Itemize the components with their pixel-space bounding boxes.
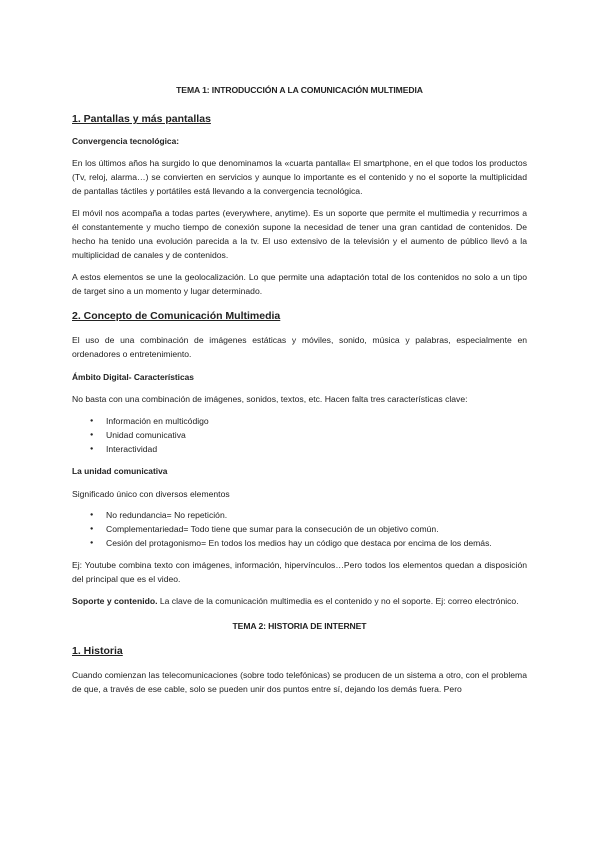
ambito-digital-subheading: Ámbito Digital- Características <box>72 372 194 382</box>
section-historia-heading: 1. Historia <box>72 645 123 657</box>
list-item: ● Cesión del protagonismo= En todos los medios hay un código que destaca por encima de los demás. <box>72 536 527 550</box>
section-pantallas-heading: 1. Pantallas y más pantallas <box>72 113 211 125</box>
paragraph-no-basta: No basta con una combinación de imágenes, sonidos, textos, etc. Hacen falta tres características clave: <box>72 394 468 404</box>
paragraph-geolocalizacion: A estos elementos se une la geolocalización. Lo que permite una adaptación total de los contenidos no solo a un tipo de target sino a un momento y lugar determinado. <box>72 272 527 296</box>
soporte-contenido-text: La clave de la comunicación multimedia es el contenido y no el soporte. Ej: correo electrónico. <box>157 596 519 606</box>
section-concepto-heading: 2. Concepto de Comunicación Multimedia <box>72 310 281 322</box>
caracteristicas-list <box>72 414 527 456</box>
list-item: ● Interactividad <box>72 442 527 456</box>
paragraph-cuarta-pantalla: En los últimos años ha surgido lo que denominamos la «cuarta pantalla« El smartphone, en el que todos los productos (Tv, reloj, alarma…) se convierten en servicios y aunque lo importante es el contenido y no el soporte la multiplicidad de pantallas táctiles y portátiles está llevando a la convergencia tecnológica. <box>72 158 527 196</box>
paragraph-telecomunicaciones: Cuando comienzan las telecomunicaciones (sobre todo telefónicas) se producen de un sistema a otro, con el problema de que, a través de ese cable, solo se pueden unir dos puntos entre sí, dejando los demás fuera. Pero <box>72 670 527 694</box>
convergencia-subheading: Convergencia tecnológica: <box>72 136 180 146</box>
paragraph-soporte-contenido <box>72 594 527 608</box>
list-item: ● Información en multicódigo <box>72 414 527 428</box>
paragraph-youtube-example: Ej: Youtube combina texto con imágenes, información, hipervínculos…Pero todos los elementos quedan a disposición del principal que es el video. <box>72 560 527 584</box>
unidad-list <box>72 508 527 550</box>
paragraph-definicion: El uso de una combinación de imágenes estáticas y móviles, sonido, música y palabras, especialmente en ordenadores o entretenimiento. <box>72 335 527 359</box>
document-content <box>72 83 527 696</box>
paragraph-significado: Significado único con diversos elementos <box>72 489 230 499</box>
soporte-contenido-label: Soporte y contenido. <box>72 596 158 606</box>
tema1-title: TEMA 1: INTRODUCCIÓN A LA COMUNICACIÓN MULTIMEDIA <box>176 85 423 95</box>
list-item: ● Unidad comunicativa <box>72 428 527 442</box>
list-item: ● No redundancia= No repetición. <box>72 508 527 522</box>
unidad-comunicativa-subheading: La unidad comunicativa <box>72 466 168 476</box>
list-item: ● Complementariedad= Todo tiene que sumar para la consecución de un objetivo común. <box>72 522 527 536</box>
paragraph-movil: El móvil nos acompaña a todas partes (everywhere, anytime). Es un soporte que permite el multimedia y recurrimos a él constantemente y mucho tiempo de conexión supone la necesidad de tener una gran cantidad de contenidos. De hecho ha tenido una evolución parecida a la tv. El uso extensivo de la televisión y el aumento de público llevó a la multiplicidad de canales y de contenidos. <box>72 208 527 260</box>
tema2-title: TEMA 2: HISTORIA DE INTERNET <box>232 621 367 631</box>
